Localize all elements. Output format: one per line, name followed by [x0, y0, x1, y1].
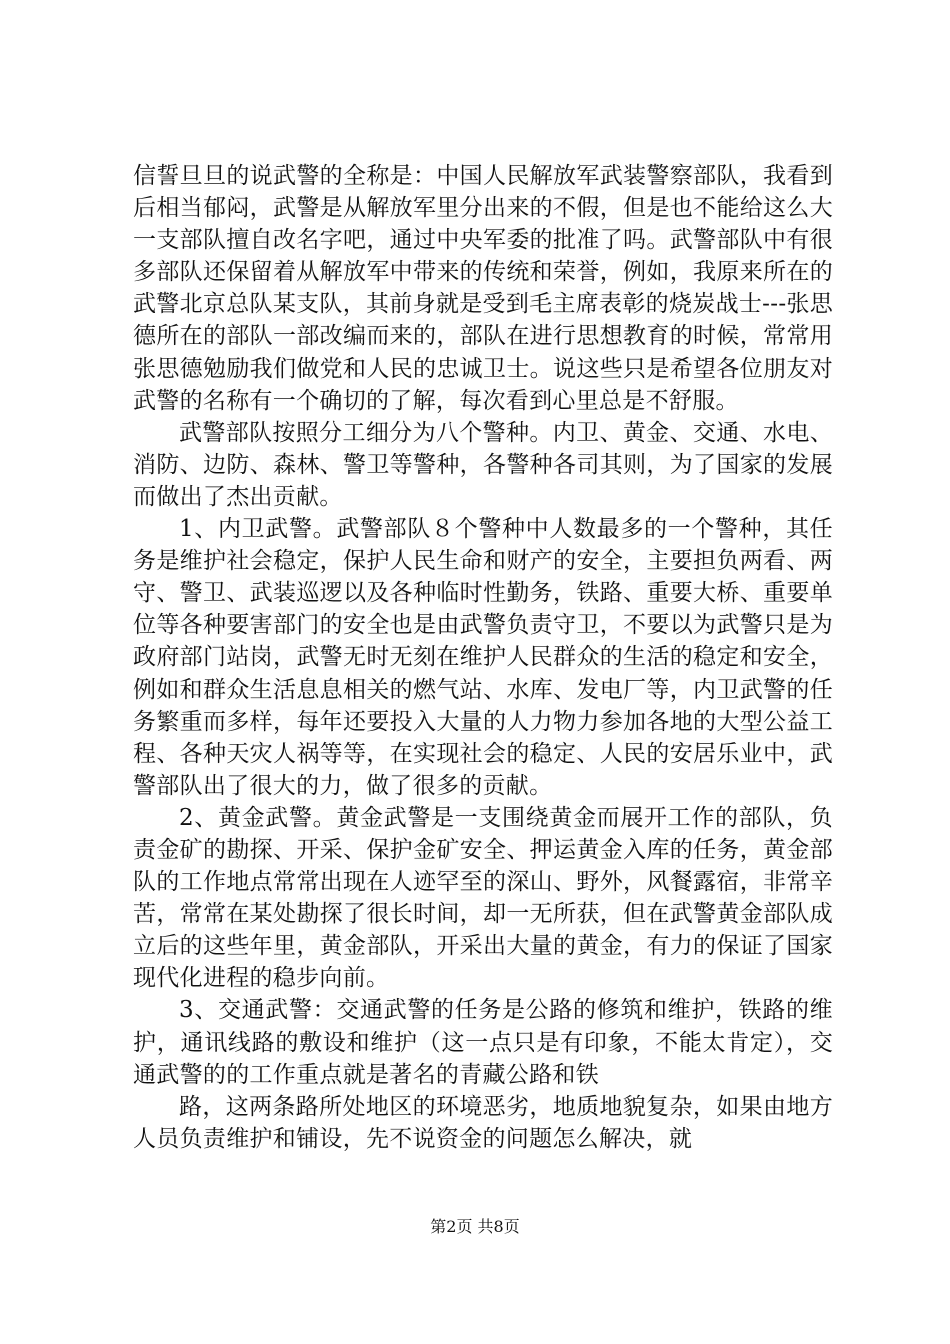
- paragraph-3: 1、内卫武警。武警部队８个警种中人数最多的一个警种，其任务是维护社会稳定，保护人民生命和财产的安全，主要担负两看、两守、警卫、武装巡逻以及各种临时性勤务，铁路、重要大桥、重要单位等各种要害部门的安全也是由武警负责守卫，不要以为武警只是为政府部门站岗，武警无时无刻在维护人民群众的生活的稳定和安全，例如和群众生活息息相关的燃气站、水库、发电厂等，内卫武警的任务繁重而多样，每年还要投入大量的人力物力参加各地的大型公益工程、各种天灾人祸等等，在实现社会的稳定、人民的安居乐业中，武警部队出了很大的力，做了很多的贡献。: [133, 516, 833, 799]
- document-body: [133, 160, 833, 1155]
- paragraph-5: 3、交通武警：交通武警的任务是公路的修筑和维护，铁路的维护，通讯线路的敷设和维护（这一点只是有印象，不能太肯定），交通武警的的工作重点就是著名的青藏公路和铁: [133, 997, 833, 1088]
- paragraph-4: 2、黄金武警。黄金武警是一支围绕黄金而展开工作的部队，负责金矿的勘探、开采、保护金矿安全、押运黄金入库的任务，黄金部队的工作地点常常出现在人迹罕至的深山、野外，风餐露宿，非常辛苦，常常在某处勘探了很长时间，却一无所获，但在武警黄金部队成立后的这些年里，黄金部队，开采出大量的黄金，有力的保证了国家现代化进程的稳步向前。: [133, 804, 833, 992]
- page-number-footer: 第2页 共8页: [430, 1217, 520, 1236]
- paragraph-6: 路，这两条路所处地区的环境恶劣，地质地貌复杂，如果由地方人员负责维护和铺设，先不说资金的问题怎么解决，就: [133, 1093, 833, 1152]
- paragraph-2: 武警部队按照分工细分为八个警种。内卫、黄金、交通、水电、消防、边防、森林、警卫等警种，各警种各司其则，为了国家的发展而做出了杰出贡献。: [133, 419, 833, 510]
- paragraph-1: 信誓旦旦的说武警的全称是：中国人民解放军武装警察部队，我看到后相当郁闷，武警是从解放军里分出来的不假，但是也不能给这么大一支部队擅自改名字吧，通过中央军委的批准了吗。武警部队中有很多部队还保留着从解放军中带来的传统和荣誉，例如，我原来所在的武警北京总队某支队，其前身就是受到毛主席表彰的烧炭战士---张思德所在的部队一部改编而来的，部队在进行思想教育的时候，常常用张思德勉励我们做党和人民的忠诚卫士。说这些只是希望各位朋友对武警的名称有一个确切的了解，每次看到心里总是不舒服。: [133, 163, 833, 414]
